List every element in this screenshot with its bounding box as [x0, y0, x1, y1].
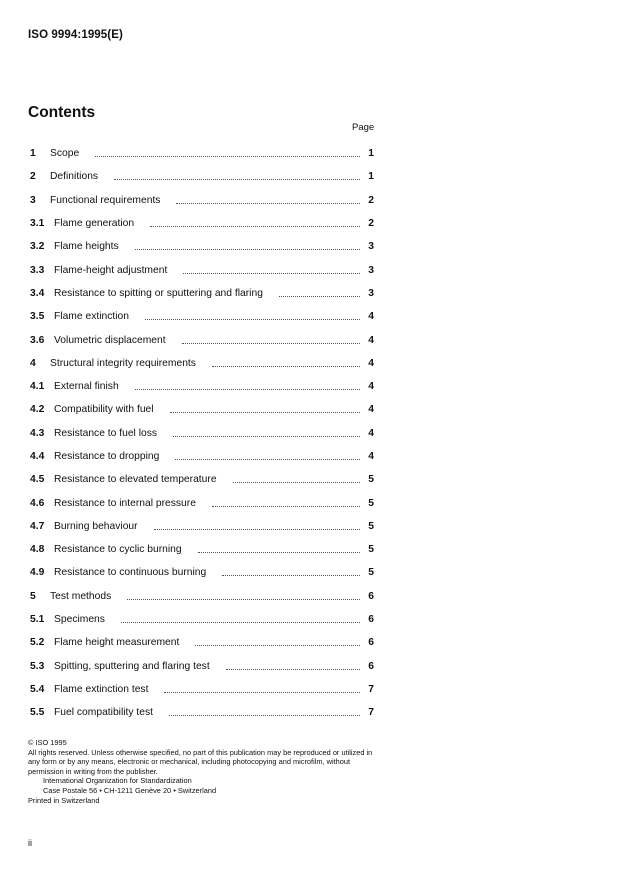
toc-entry-page: 4	[368, 334, 374, 346]
toc-entry-number: 3.4	[30, 287, 45, 299]
dot-leader	[150, 226, 360, 227]
toc-entry[interactable]	[30, 585, 374, 608]
page-column-label: Page	[352, 122, 375, 133]
toc-entry[interactable]	[30, 561, 374, 584]
toc-entry-title: Flame generation	[54, 218, 135, 230]
toc-entry-title: Compatibility with fuel	[54, 404, 154, 416]
toc-entry[interactable]	[30, 701, 374, 724]
printed-in: Printed in Switzerland	[28, 795, 100, 805]
dot-leader	[212, 366, 360, 367]
toc-entry-page: 5	[368, 497, 374, 509]
toc-entry-title: Burning behaviour	[54, 520, 138, 532]
toc-entry-page: 6	[368, 637, 374, 649]
toc-entry[interactable]	[30, 515, 374, 538]
toc-entry-title: Flame heights	[54, 241, 119, 253]
dot-leader	[175, 459, 360, 460]
toc-entry-number: 4.6	[30, 497, 45, 509]
document-id-header: ISO 9994:1995(E)	[28, 29, 123, 41]
page-number: ii	[28, 838, 32, 848]
toc-entry-page: 4	[368, 404, 374, 416]
toc-entry-page: 4	[368, 427, 374, 439]
toc-entry[interactable]	[30, 282, 374, 305]
toc-entry-title: Resistance to fuel loss	[54, 427, 158, 439]
toc-entry-number: 4.7	[30, 520, 45, 532]
dot-leader	[121, 622, 360, 623]
toc-entry-number: 4.9	[30, 567, 45, 579]
toc-entry[interactable]	[30, 258, 374, 281]
toc-entry-number: 3	[30, 194, 36, 206]
toc-entry-page: 2	[368, 218, 374, 230]
toc-entry-title: Resistance to dropping	[54, 451, 160, 462]
toc-entry[interactable]	[30, 142, 374, 165]
table-of-contents	[30, 142, 374, 724]
toc-entry[interactable]	[30, 165, 374, 188]
toc-entry-number: 4.1	[30, 381, 45, 393]
toc-entry[interactable]	[30, 491, 374, 514]
toc-entry-number: 5.5	[30, 707, 45, 719]
dot-leader	[182, 343, 360, 344]
toc-entry-title: Spitting, sputtering and flaring test	[54, 660, 210, 672]
toc-entry-page: 2	[368, 194, 374, 206]
toc-entry-number: 5.1	[30, 614, 45, 626]
toc-entry-page: 6	[368, 660, 374, 672]
toc-entry-page: 4	[368, 311, 374, 323]
dot-leader	[183, 273, 360, 274]
toc-entry-number: 5.3	[30, 660, 45, 672]
toc-entry[interactable]	[30, 235, 374, 258]
toc-entry-page: 5	[368, 520, 374, 532]
toc-entry-number: 3.5	[30, 311, 45, 323]
toc-entry-page: 5	[368, 544, 374, 556]
toc-entry-number: 4.8	[30, 544, 45, 556]
toc-entry-title: Fuel compatibility test	[54, 707, 154, 719]
copyright-line: © ISO 1995	[28, 738, 67, 747]
toc-entry-title: Structural integrity requirements	[50, 357, 196, 369]
dot-leader	[164, 692, 360, 693]
toc-entry-title: Flame extinction	[54, 311, 129, 323]
toc-entry[interactable]	[30, 538, 374, 561]
toc-entry[interactable]	[30, 189, 374, 212]
toc-entry-number: 5.2	[30, 637, 45, 649]
toc-entry-page: 6	[368, 614, 374, 626]
toc-entry-number: 5	[30, 590, 36, 602]
toc-entry-title: Flame-height adjustment	[54, 264, 168, 276]
toc-entry-number: 3.6	[30, 334, 45, 346]
toc-entry-number: 3.2	[30, 241, 45, 253]
dot-leader	[170, 412, 360, 413]
dot-leader	[135, 249, 360, 250]
organization-name: International Organization for Standardization	[43, 776, 192, 786]
dot-leader	[198, 552, 360, 553]
toc-entry-number: 1	[30, 148, 36, 160]
toc-entry-title: Resistance to cyclic burning	[54, 544, 182, 556]
toc-entry-page: 6	[368, 590, 374, 602]
dot-leader	[212, 506, 360, 507]
dot-leader	[145, 319, 360, 320]
dot-leader	[95, 156, 360, 157]
toc-entry-title: Definitions	[50, 171, 99, 183]
toc-entry-title: Resistance to continuous burning	[54, 567, 207, 579]
toc-entry[interactable]	[30, 655, 374, 678]
toc-entry-title: External finish	[54, 381, 119, 393]
toc-entry[interactable]	[30, 631, 374, 654]
dot-leader	[114, 179, 360, 180]
toc-entry-title: Flame extinction test	[54, 683, 149, 695]
toc-entry[interactable]	[30, 352, 374, 375]
dot-leader	[226, 669, 360, 670]
dot-leader	[135, 389, 360, 390]
toc-entry-page: 4	[368, 357, 374, 369]
dot-leader	[233, 482, 360, 483]
toc-entry-number: 4.5	[30, 474, 45, 486]
toc-entry-number: 2	[30, 171, 36, 183]
dot-leader	[173, 436, 360, 437]
dot-leader	[127, 599, 360, 600]
toc-entry-page: 1	[368, 171, 374, 183]
copyright-notice	[28, 738, 378, 805]
toc-entry[interactable]	[30, 212, 374, 235]
toc-entry-number: 3.3	[30, 264, 45, 276]
toc-entry-number: 3.1	[30, 218, 45, 230]
toc-entry-title: Test methods	[50, 590, 112, 602]
dot-leader	[222, 575, 360, 576]
toc-entry-page: 4	[368, 381, 374, 393]
toc-entry-page: 1	[368, 148, 374, 160]
dot-leader	[195, 645, 360, 646]
toc-entry-title: Resistance to internal pressure	[54, 497, 196, 509]
toc-entry-page: 3	[368, 264, 374, 276]
toc-entry-number: 4.3	[30, 427, 45, 439]
contents-title: Contents	[28, 104, 96, 121]
toc-entry-page: 3	[368, 241, 374, 253]
dot-leader	[279, 296, 360, 297]
toc-entry[interactable]	[30, 422, 374, 445]
toc-entry[interactable]	[30, 328, 374, 351]
toc-entry[interactable]	[30, 445, 374, 468]
organization-address: Case Postale 56 • CH-1211 Genève 20 • Switzerland	[43, 785, 217, 795]
toc-entry-title: Resistance to elevated temperature	[54, 474, 217, 486]
toc-entry-number: 4.4	[30, 451, 45, 462]
dot-leader	[169, 715, 360, 716]
toc-entry-page: 5	[368, 474, 374, 486]
toc-entry[interactable]	[30, 305, 374, 328]
toc-entry-number: 4	[30, 357, 36, 369]
toc-entry-page: 7	[368, 707, 374, 719]
toc-entry-title: Volumetric displacement	[54, 334, 166, 346]
toc-entry[interactable]	[30, 678, 374, 701]
toc-entry-number: 4.2	[30, 404, 45, 416]
dot-leader	[176, 203, 360, 204]
toc-entry-title: Resistance to spitting or sputtering and flaring	[54, 287, 263, 299]
toc-entry[interactable]	[30, 608, 374, 631]
toc-entry-page: 5	[368, 567, 374, 579]
toc-entry[interactable]	[30, 375, 374, 398]
toc-entry[interactable]	[30, 398, 374, 421]
toc-entry-page: 7	[368, 683, 374, 695]
toc-entry-page: 4	[368, 451, 374, 462]
toc-entry[interactable]	[30, 468, 374, 491]
toc-entry-title: Specimens	[54, 614, 105, 626]
toc-entry-page: 3	[368, 287, 374, 299]
toc-entry-number: 5.4	[30, 683, 45, 695]
dot-leader	[154, 529, 360, 530]
toc-entry-title: Scope	[50, 148, 80, 160]
rights-statement: All rights reserved. Unless otherwise specified, no part of this publication may be reproduced or utilized in any form or by any means, electronic or mechanical, including photocopying and microfilm, without permission in writing from the publisher.	[28, 747, 373, 776]
toc-entry-title: Flame height measurement	[54, 637, 180, 649]
toc-entry-title: Functional requirements	[50, 194, 161, 206]
